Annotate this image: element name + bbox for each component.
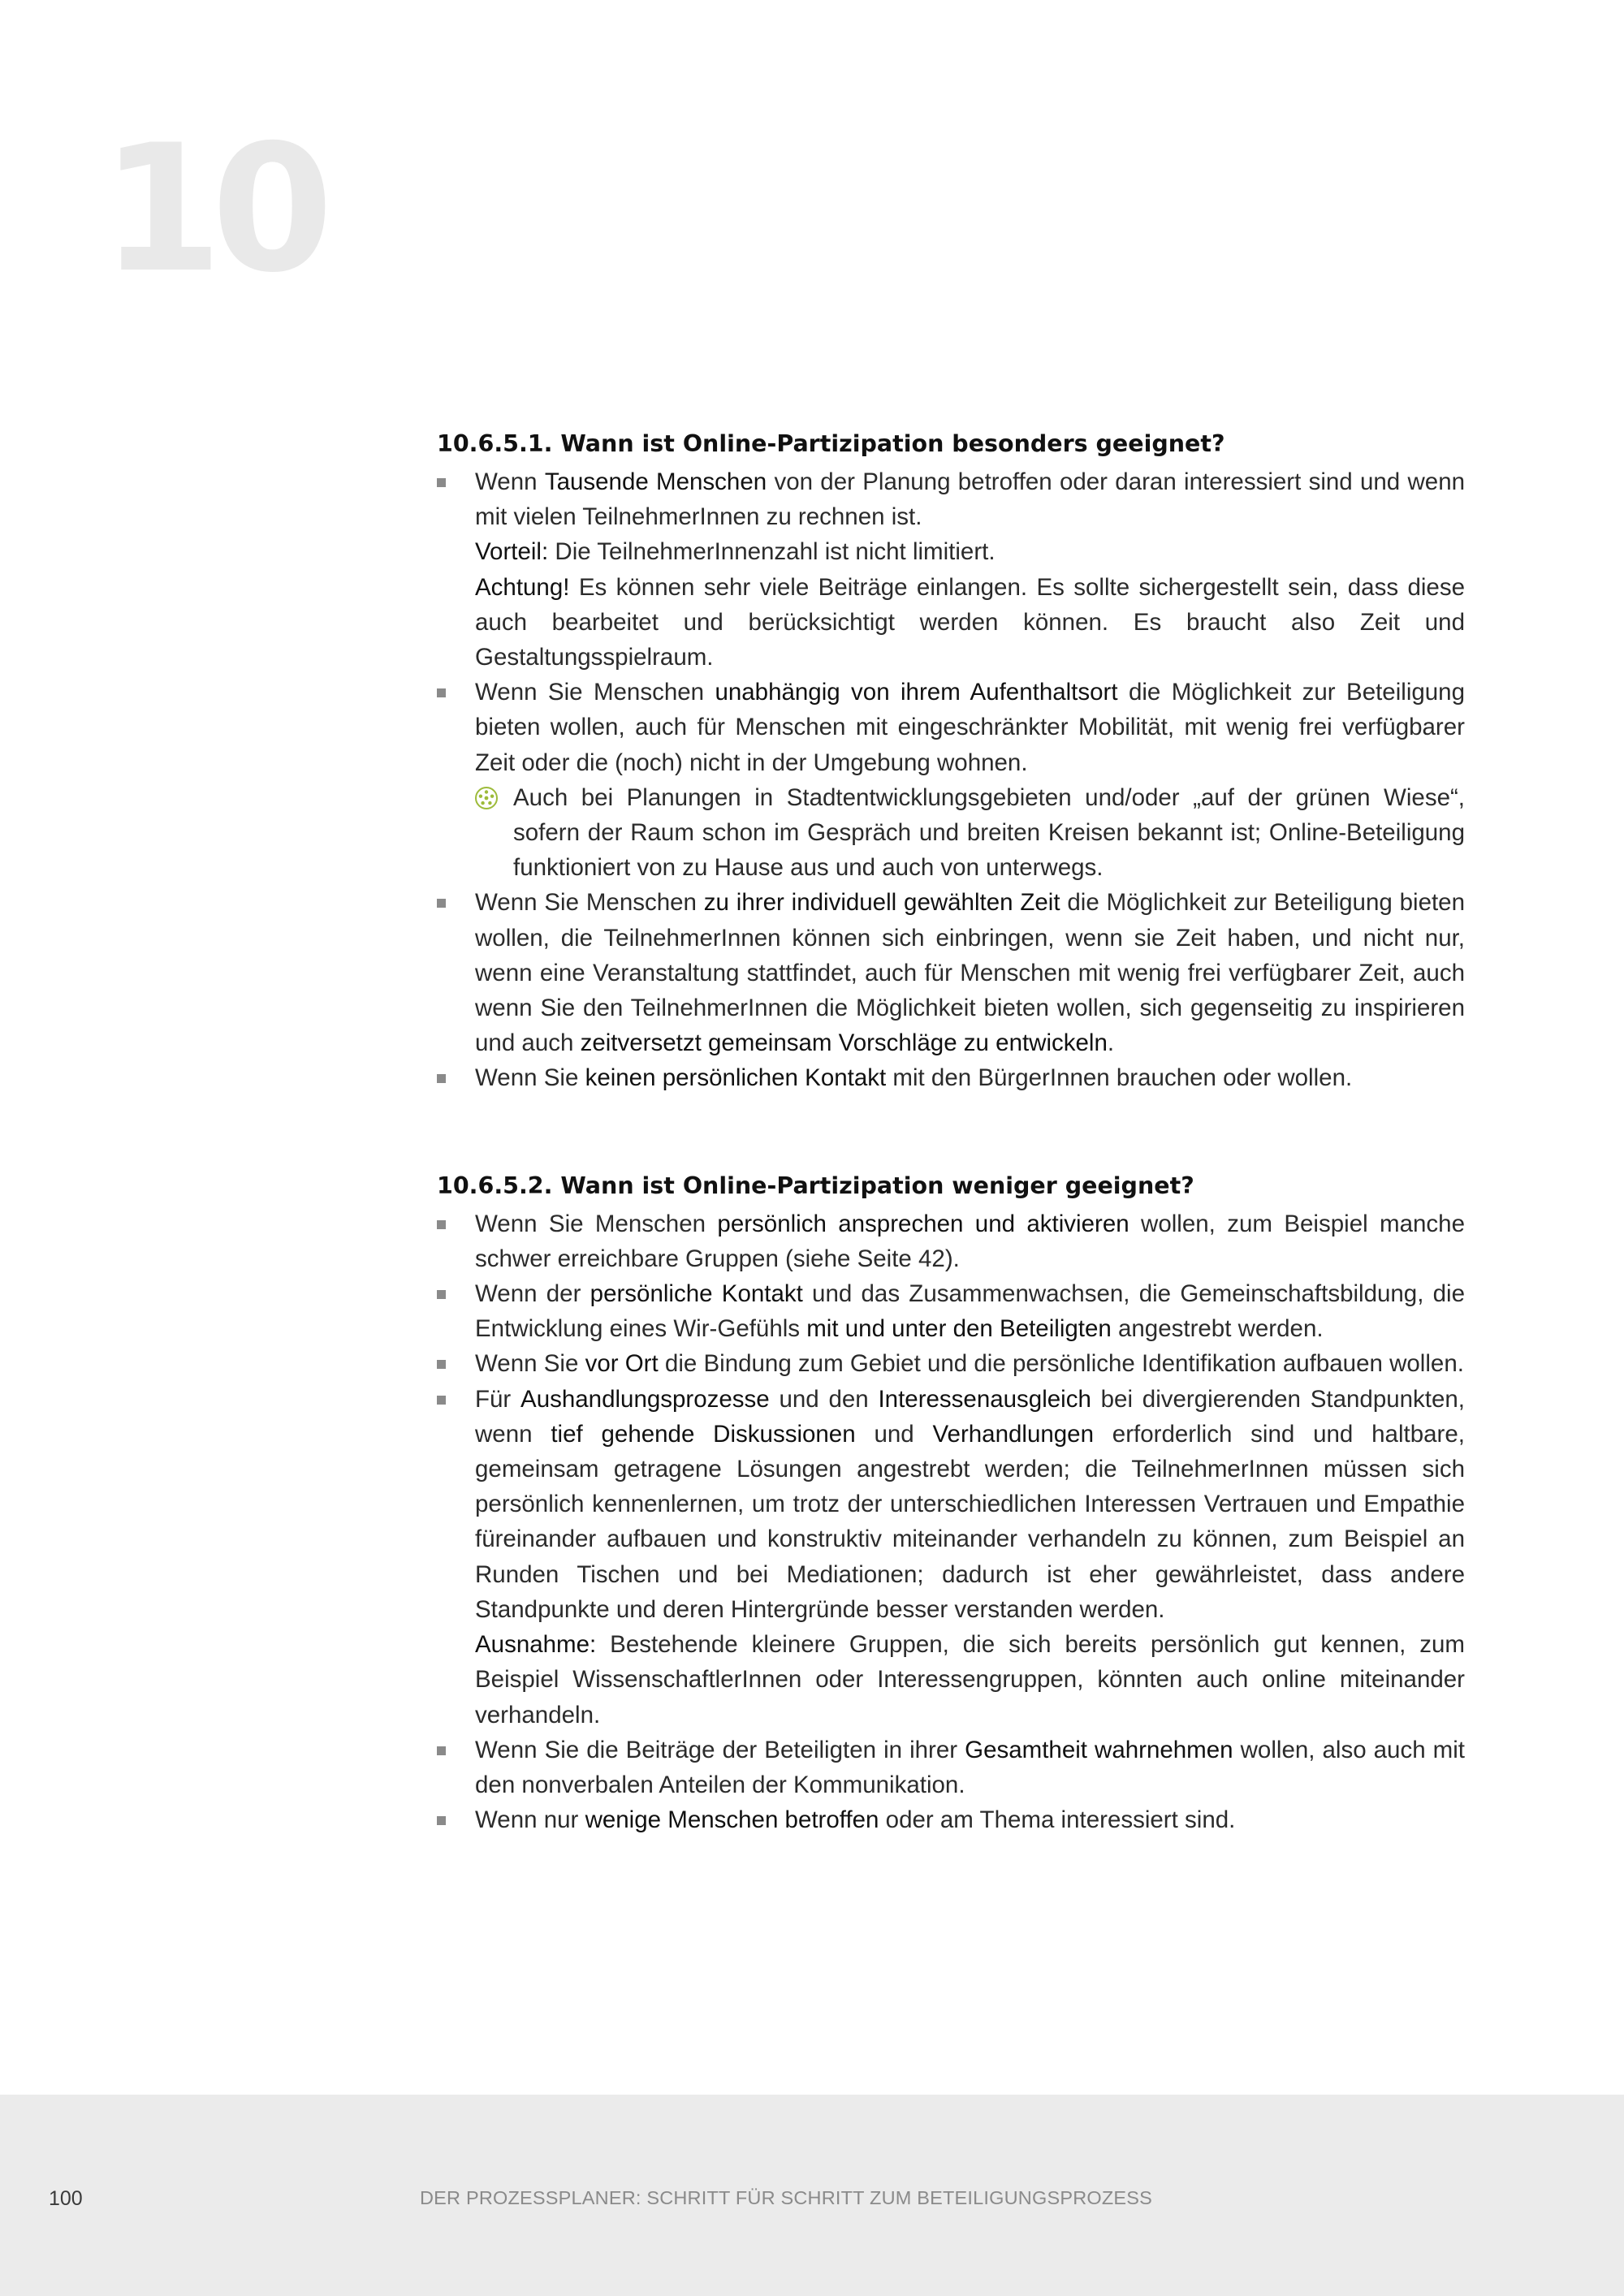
text: Wenn der: [475, 1280, 590, 1308]
emphasis: keinen persönlichen Kontakt: [585, 1064, 887, 1092]
main-content: [437, 424, 1465, 1837]
vorteil-note: [475, 534, 1465, 569]
text: Bestehende kleinere Gruppen, die sich bereits persönlich gut kennen, zum Beispiel WissenschaftlerInnen oder Interessengruppen, könnten auch online miteinander verhandeln.: [475, 1631, 1465, 1728]
list-item: [437, 1206, 1465, 1276]
page-number: 100: [49, 2187, 83, 2210]
paragraph: [475, 1060, 1465, 1095]
text: die Möglichkeit zur Beteiligung bieten wollen, auch für Menschen mit eingeschränkter Mobilität, mit wenig frei verfügbarer Zeit oder die (noch) nicht in der Umgebung wohnen.: [475, 679, 1465, 776]
emphasis: wenige Menschen betroffen: [585, 1806, 879, 1834]
text: die Möglichkeit zur Beteiligung bieten wollen, die TeilnehmerInnen können sich einbringen, wenn sie Zeit haben, und nicht nur, wenn eine Veranstaltung stattfindet, auch für Menschen mit wenig frei verfügbarer Zeit, auch wenn Sie den TeilnehmerInnen die Möglichkeit bieten wollen, sich gegenseitig zu inspirieren und auch: [475, 889, 1465, 1057]
paragraph: [475, 1346, 1465, 1381]
text: wollen, also auch mit den nonverbalen Anteilen der Kommunikation.: [475, 1736, 1465, 1798]
text: erforderlich sind und haltbare, gemeinsam getragene Lösungen angestrebt werden; die TeilnehmerInnen müssen sich persönlich kennenlernen, um trotz der unterschiedlichen Interessen Vertrauen und Empathie füreinander aufbauen und konstruktiv miteinander verhandeln zu können, zum Beispiel an Runden Tischen und bei Mediationen; dadurch ist eher gewährleistet, dass andere Standpunkte und deren Hintergründe besser verstanden werden.: [475, 1420, 1465, 1623]
text: .: [1107, 1029, 1115, 1057]
vorteil-label: Vorteil:: [475, 538, 549, 566]
achtung-note: [475, 570, 1465, 675]
list-item: [437, 1346, 1465, 1381]
text: wollen, zum Beispiel manche schwer erreichbare Gruppen (siehe Seite 42).: [475, 1210, 1465, 1272]
section-heading: 10.6.5.2. Wann ist Online-Partizipation weniger geeignet?: [437, 1172, 1194, 1199]
paragraph: [475, 464, 1465, 534]
section-weniger-geeignet: [437, 1166, 1465, 1838]
text: angestrebt werden.: [1111, 1315, 1324, 1343]
bullet-list: [437, 464, 1465, 1096]
paragraph: [475, 1733, 1465, 1802]
list-item: [437, 1802, 1465, 1837]
text: die Bindung zum Gebiet und die persönliche Identifikation aufbauen wollen.: [658, 1350, 1464, 1378]
ausnahme-label: Ausnahme:: [475, 1631, 597, 1659]
text: Wenn nur: [475, 1806, 585, 1834]
page-footer: [0, 2095, 1624, 2296]
emphasis: Aushandlungsprozesse: [520, 1385, 770, 1413]
text: Wenn Sie Menschen: [475, 679, 715, 706]
text: Für: [475, 1385, 521, 1413]
list-item: [437, 1276, 1465, 1346]
text: und den: [769, 1385, 879, 1413]
paragraph: [475, 885, 1465, 1060]
emphasis: Verhandlungen: [932, 1420, 1094, 1448]
text: Es können sehr viele Beiträge einlangen. Es sollte sichergestellt sein, dass diese auch bearbeitet und berücksichtigt werden können. Es braucht also Zeit und Gestaltungsspielraum.: [475, 573, 1465, 671]
paragraph: [475, 675, 1465, 780]
text: oder am Thema interessiert sind.: [879, 1806, 1236, 1834]
text: Wenn Sie Menschen: [475, 889, 704, 917]
emphasis: persönliche Kontakt: [590, 1280, 803, 1308]
text: von der Planung betroffen oder daran interessiert sind und wenn mit vielen TeilnehmerInnen zu rechnen ist.: [475, 468, 1466, 531]
note-text: Auch bei Planungen in Stadtentwicklungsgebieten und/oder „auf der grünen Wiese“, sofern der Raum schon im Gespräch und breiten Kreisen bekannt ist; Online-Beteiligung funktioniert von zu Hause aus und auch von unterwegs.: [513, 783, 1465, 882]
paragraph: [475, 1382, 1465, 1627]
section-besonders-geeignet: [437, 424, 1465, 1096]
tip-note: [475, 780, 1465, 886]
achtung-label: Achtung!: [475, 573, 570, 601]
list-item: [437, 675, 1465, 885]
emphasis: Interessenausgleich: [878, 1385, 1091, 1413]
list-item: [437, 1060, 1465, 1095]
text: Wenn: [475, 468, 545, 495]
paragraph: [475, 1206, 1465, 1276]
text: Wenn Sie Menschen: [475, 1210, 718, 1237]
paragraph: [475, 1276, 1465, 1346]
paragraph: [475, 1802, 1465, 1837]
emphasis: vor Ort: [585, 1350, 659, 1378]
list-item: [437, 1733, 1465, 1802]
list-item: [437, 464, 1465, 675]
text: Wenn Sie: [475, 1064, 585, 1092]
ausnahme-note: [475, 1627, 1465, 1733]
list-item: [437, 1382, 1465, 1733]
section-heading: 10.6.5.1. Wann ist Online-Partizipation besonders geeignet?: [437, 430, 1225, 457]
emphasis: zu ihrer individuell gewählten Zeit: [703, 889, 1060, 917]
emphasis: Gesamtheit wahrnehmen: [965, 1736, 1233, 1763]
text: Wenn Sie: [475, 1350, 585, 1378]
emphasis: Tausende Menschen: [544, 468, 767, 495]
emphasis: mit und unter den Beteiligten: [806, 1315, 1112, 1343]
running-title: DER PROZESSPLANER: SCHRITT FÜR SCHRITT ZUM BETEILIGUNGSPROZESS: [420, 2187, 1153, 2208]
chapter-number: 10: [101, 107, 322, 311]
emphasis: unabhängig von ihrem Aufenthaltsort: [715, 679, 1118, 706]
list-item: [437, 885, 1465, 1060]
emphasis: tief gehende Diskussionen: [551, 1420, 856, 1448]
text: Die TeilnehmerInnenzahl ist nicht limitiert.: [548, 538, 996, 566]
text: Wenn Sie die Beiträge der Beteiligten in ihrer: [475, 1736, 965, 1763]
text: mit den BürgerInnen brauchen oder wollen.: [886, 1064, 1353, 1092]
emphasis: persönlich ansprechen und aktivieren: [717, 1210, 1129, 1237]
emphasis: zeitversetzt gemeinsam Vorschläge zu entwickeln: [580, 1029, 1108, 1057]
flower-icon: [473, 785, 499, 811]
text: bei divergierenden Standpunkten, wenn: [475, 1385, 1465, 1448]
text: und das Zusammenwachsen, die Gemeinschaftsbildung, die Entwicklung eines Wir-Gefühls: [475, 1280, 1466, 1343]
bullet-list: [437, 1206, 1465, 1838]
text: und: [855, 1420, 933, 1448]
